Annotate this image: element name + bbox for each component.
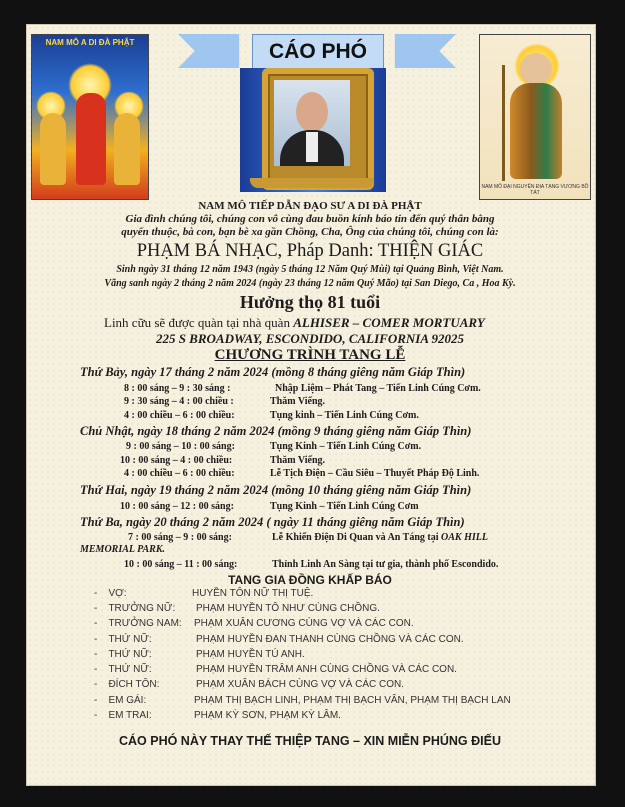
day-4-title: Thứ Ba, ngày 20 tháng 2 năm 2024 ( ngày 11 tháng giêng năm Giáp Thìn) — [80, 515, 465, 529]
intro-line-2: Gia đình chúng tôi, chúng con vô cùng đau buồn kính báo tin đến quý thân bằng — [125, 213, 495, 225]
family-role: TRƯỞNG NỮ: — [108, 603, 176, 614]
family-names: PHẠM XUÂN BÁCH CÙNG VỢ VÀ CÁC CON. — [196, 679, 405, 690]
funeral-home-prefix: Linh cữu sẽ được quàn tại nhà quàn — [104, 315, 290, 330]
funeral-home-line — [104, 315, 485, 331]
family-title: TANG GIA ĐỒNG KHẤP BÁO — [228, 573, 392, 587]
program-title: CHƯƠNG TRÌNH TANG LỄ — [214, 347, 406, 363]
family-names: HUYỀN TÔN NỮ THỊ TUỆ. — [192, 588, 314, 599]
schedule-time: 7 : 00 sáng – 9 : 00 sáng: — [128, 532, 232, 543]
birth-info: Sinh ngày 31 tháng 12 năm 1943 (ngày 5 tháng 12 Năm Quý Mùi) tại Quảng Bình, Việt Nam. — [116, 264, 504, 275]
family-names: PHẠM HUYỀN ĐAN THANH CÙNG CHỒNG VÀ CÁC CON. — [196, 634, 464, 645]
schedule-time: 4 : 00 chiều – 6 : 00 chiều: — [124, 410, 235, 421]
schedule-event-text: Lễ Khiển Điện Di Quan và An Táng tại — [272, 532, 439, 543]
bodhisattva-figure — [40, 113, 66, 185]
family-row: - EM GÁI: — [94, 695, 147, 706]
death-info: Vãng sanh ngày 2 tháng 2 năm 2024 (ngày 23 tháng 12 năm Quý Mão) tại San Diego, Ca , Hoa Kỳ. — [104, 278, 516, 289]
schedule-event: Nhập Liệm – Phát Tang – Tiến Linh Cúng Cơm. — [275, 383, 481, 394]
family-row: - THỨ NỮ: — [94, 649, 152, 660]
ksitigarbha-bodhisattva-image — [479, 34, 591, 200]
family-role: TRƯỞNG NAM: — [108, 618, 182, 629]
head-icon — [520, 53, 552, 85]
intro-prayer: NAM MÔ TIẾP DẪN ĐẠO SƯ A DI ĐÀ PHẬT — [198, 200, 422, 212]
schedule-event — [272, 532, 488, 543]
family-row: - EM TRAI: — [94, 710, 152, 721]
family-role: ĐÍCH TÔN: — [108, 679, 160, 690]
portrait-frame-base — [250, 178, 374, 188]
family-row: - THỨ NỮ: — [94, 634, 152, 645]
age-info: Hưởng thọ 81 tuổi — [239, 292, 381, 312]
schedule-event: Tụng Kinh – Tiến Linh Cúng Cơm — [270, 501, 419, 512]
cemetery-name: OAK HILL — [441, 532, 488, 543]
family-role: THỨ NỮ: — [108, 649, 152, 660]
family-row: - ĐÍCH TÔN: — [94, 679, 160, 690]
intro-line-3: quyến thuộc, bà con, bạn bè xa gần Chồng, Cha, Ông của chúng tôi, chúng con là: — [121, 226, 499, 238]
day-1-title: Thứ Bảy, ngày 17 tháng 2 năm 2024 (mồng 8 tháng giêng năm Giáp Thìn) — [80, 365, 466, 379]
schedule-event: Tụng kinh – Tiến Linh Cúng Cơm. — [270, 410, 419, 421]
family-role: THỨ NỮ: — [108, 664, 152, 675]
funeral-home-address: 225 S BROADWAY, ESCONDIDO, CALIFORNIA 92025 — [155, 331, 465, 346]
staff-icon — [502, 65, 505, 181]
right-image-caption: NAM MÔ ĐẠI NGUYỆN ĐỊA TẠNG VƯƠNG BỒ TÁT — [481, 184, 589, 196]
title-banner — [178, 34, 456, 68]
page-title: CÁO PHÓ — [252, 34, 384, 70]
family-row: - TRƯỞNG NỮ: — [94, 603, 176, 614]
family-names: PHẠM THỊ BẠCH LINH, PHẠM THỊ BẠCH VÂN, PHẠM THỊ BẠCH LAN — [194, 695, 511, 706]
schedule-time: 9 : 30 sáng – 4 : 00 chiều : — [124, 396, 234, 407]
bodhisattva-figure — [114, 113, 140, 185]
cemetery-name-continued: MEMORIAL PARK. — [80, 544, 166, 555]
schedule-event: Thăm Viếng. — [270, 396, 326, 407]
family-role: VỢ: — [108, 588, 127, 599]
day-3-title: Thứ Hai, ngày 19 tháng 2 năm 2024 (mồng 10 tháng giêng năm Giáp Thìn) — [80, 483, 472, 497]
portrait-photo — [274, 80, 350, 166]
family-names: PHẠM KỲ SƠN, PHẠM KỲ LÂM. — [194, 710, 341, 721]
schedule-time: 9 : 00 sáng – 10 : 00 sáng: — [126, 441, 235, 452]
family-row: - VỢ: — [94, 588, 127, 599]
family-role: THỨ NỮ: — [108, 634, 152, 645]
family-row: - TRƯỞNG NAM: — [94, 618, 182, 629]
deceased-name: PHẠM BÁ NHẠC, Pháp Danh: THIỆN GIÁC — [136, 241, 484, 261]
schedule-time: 10 : 00 sáng – 11 : 00 sáng: — [124, 559, 238, 570]
schedule-time: 10 : 00 sáng – 4 : 00 chiều: — [120, 455, 233, 466]
family-names: PHẠM HUYỀN TÚ ANH. — [196, 649, 305, 660]
family-names: PHẠM XUÂN CƯƠNG CÙNG VỢ VÀ CÁC CON. — [194, 618, 414, 629]
amitabha-buddha-image — [31, 34, 149, 200]
portrait-frame — [262, 68, 374, 190]
left-image-caption: NAM MÔ A DI ĐÀ PHẬT — [45, 38, 135, 47]
footer-notice: CÁO PHÓ NÀY THAY THẾ THIỆP TANG – XIN MIỄN PHÚNG ĐIẾU — [118, 734, 501, 748]
schedule-event: Thăm Viếng. — [270, 455, 326, 466]
family-names: PHẠM HUYỀN TÔ NHƯ CÙNG CHỒNG. — [196, 603, 380, 614]
schedule-event: Tụng Kinh – Tiến Linh Cúng Cơm. — [270, 441, 422, 452]
family-row: - THỨ NỮ: — [94, 664, 152, 675]
schedule-time: 8 : 00 sáng – 9 : 30 sáng : — [124, 383, 231, 394]
buddha-figure — [76, 93, 106, 185]
portrait-shirt — [306, 132, 318, 162]
family-role: EM TRAI: — [108, 710, 152, 721]
robe-figure — [510, 83, 562, 179]
family-role: EM GÁI: — [108, 695, 147, 706]
family-names: PHẠM HUYỀN TRÂM ANH CÙNG CHỒNG VÀ CÁC CON. — [196, 664, 457, 675]
schedule-time: 4 : 00 chiều – 6 : 00 chiều: — [124, 468, 235, 479]
schedule-event: Thỉnh Linh An Sàng tại tư gia, thành phố Escondido. — [272, 559, 499, 570]
day-2-title: Chủ Nhật, ngày 18 tháng 2 năm 2024 (mồng 9 tháng giêng năm Giáp Thìn) — [80, 424, 472, 438]
schedule-event: Lễ Tịch Điện – Cầu Siêu – Thuyết Pháp Độ Linh. — [270, 468, 480, 479]
schedule-time: 10 : 00 sáng – 12 : 00 sáng: — [120, 501, 234, 512]
funeral-home-name: ALHISER – COMER MORTUARY — [293, 315, 485, 330]
portrait-head — [296, 92, 328, 132]
